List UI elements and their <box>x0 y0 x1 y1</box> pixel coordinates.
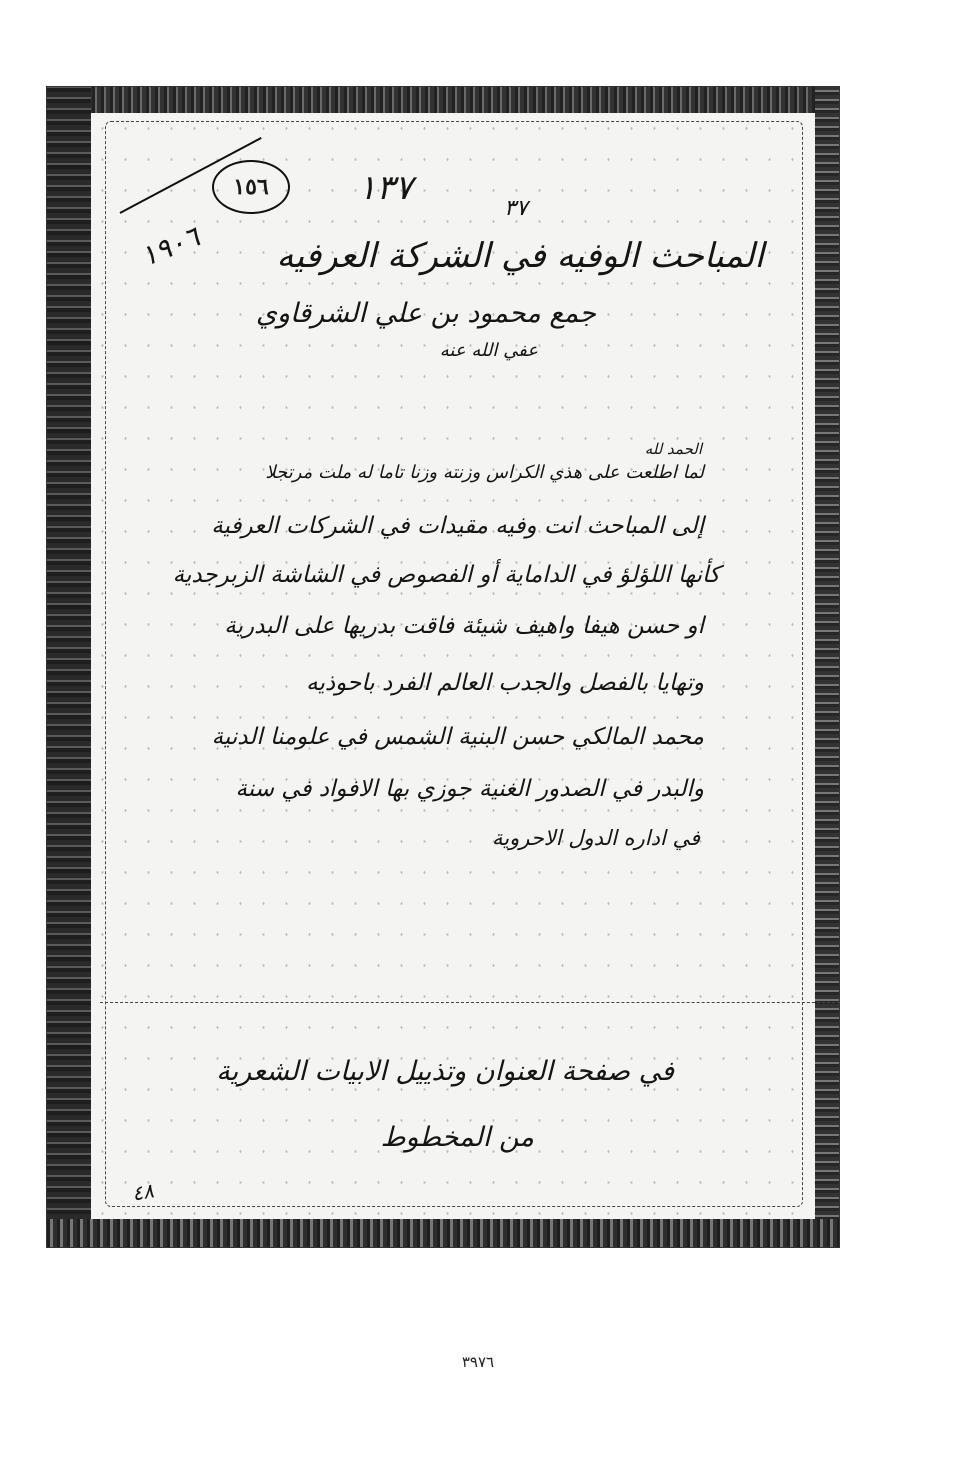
scan-border-left <box>47 87 91 1247</box>
verse-line-8: في اداره الدول الاحروية <box>491 826 700 850</box>
author-sub: عفي الله عنه <box>439 340 538 361</box>
scan-border-bottom <box>47 1219 839 1247</box>
top-number: ٣٧ <box>504 196 528 221</box>
verse-line-6: محمد المالكي حسن البنية الشمس في علومنا الدنية <box>211 724 704 750</box>
author-line: جمع محمود بن علي الشرقاوي <box>255 298 596 329</box>
scan-border-right <box>815 87 839 1247</box>
margin-note: ١٩٠٦ <box>136 219 205 274</box>
footer-note-2: من المخطوط <box>380 1122 534 1153</box>
verse-line-4: او حسن هيفا واهيف شيئة فاقت بدريها على البدرية <box>224 613 704 639</box>
verse-line-2: إلى المباحث انت وفيه مقيدات في الشركات العرفية <box>211 513 704 539</box>
manuscript-title: المباحث الوفيه في الشركة العرفيه <box>276 236 764 276</box>
page-frame <box>105 121 803 1207</box>
footer-divider <box>100 1002 840 1003</box>
verse-line-3: كأنها اللؤلؤ في الداماية أو الفصوص في الشاشة الزبرجدية <box>172 562 720 588</box>
page-number: ٣٩٧٦ <box>461 1353 495 1371</box>
corner-mark: ٤٨ <box>130 1178 156 1206</box>
scan-border-top <box>47 87 839 113</box>
intro-word: الحمد لله <box>644 440 702 458</box>
footer-note-1: في صفحة العنوان وتذييل الابيات الشعرية <box>216 1056 674 1087</box>
side-number: ١٣٧ <box>358 168 413 208</box>
verse-line-5: وتهايا بالفصل والجدب العالم الفرد باحوذيه <box>306 670 704 696</box>
verse-line-7: والبدر في الصدور الغنية جوزي بها الافواد في سنة <box>235 776 704 802</box>
verse-line-1: لما اطلعت على هذي الكراس وزنته وزنا تاما له ملت مرتجلا <box>265 462 704 483</box>
folio-stamp <box>212 160 290 214</box>
folio-number: ١٥٦ <box>233 174 269 200</box>
